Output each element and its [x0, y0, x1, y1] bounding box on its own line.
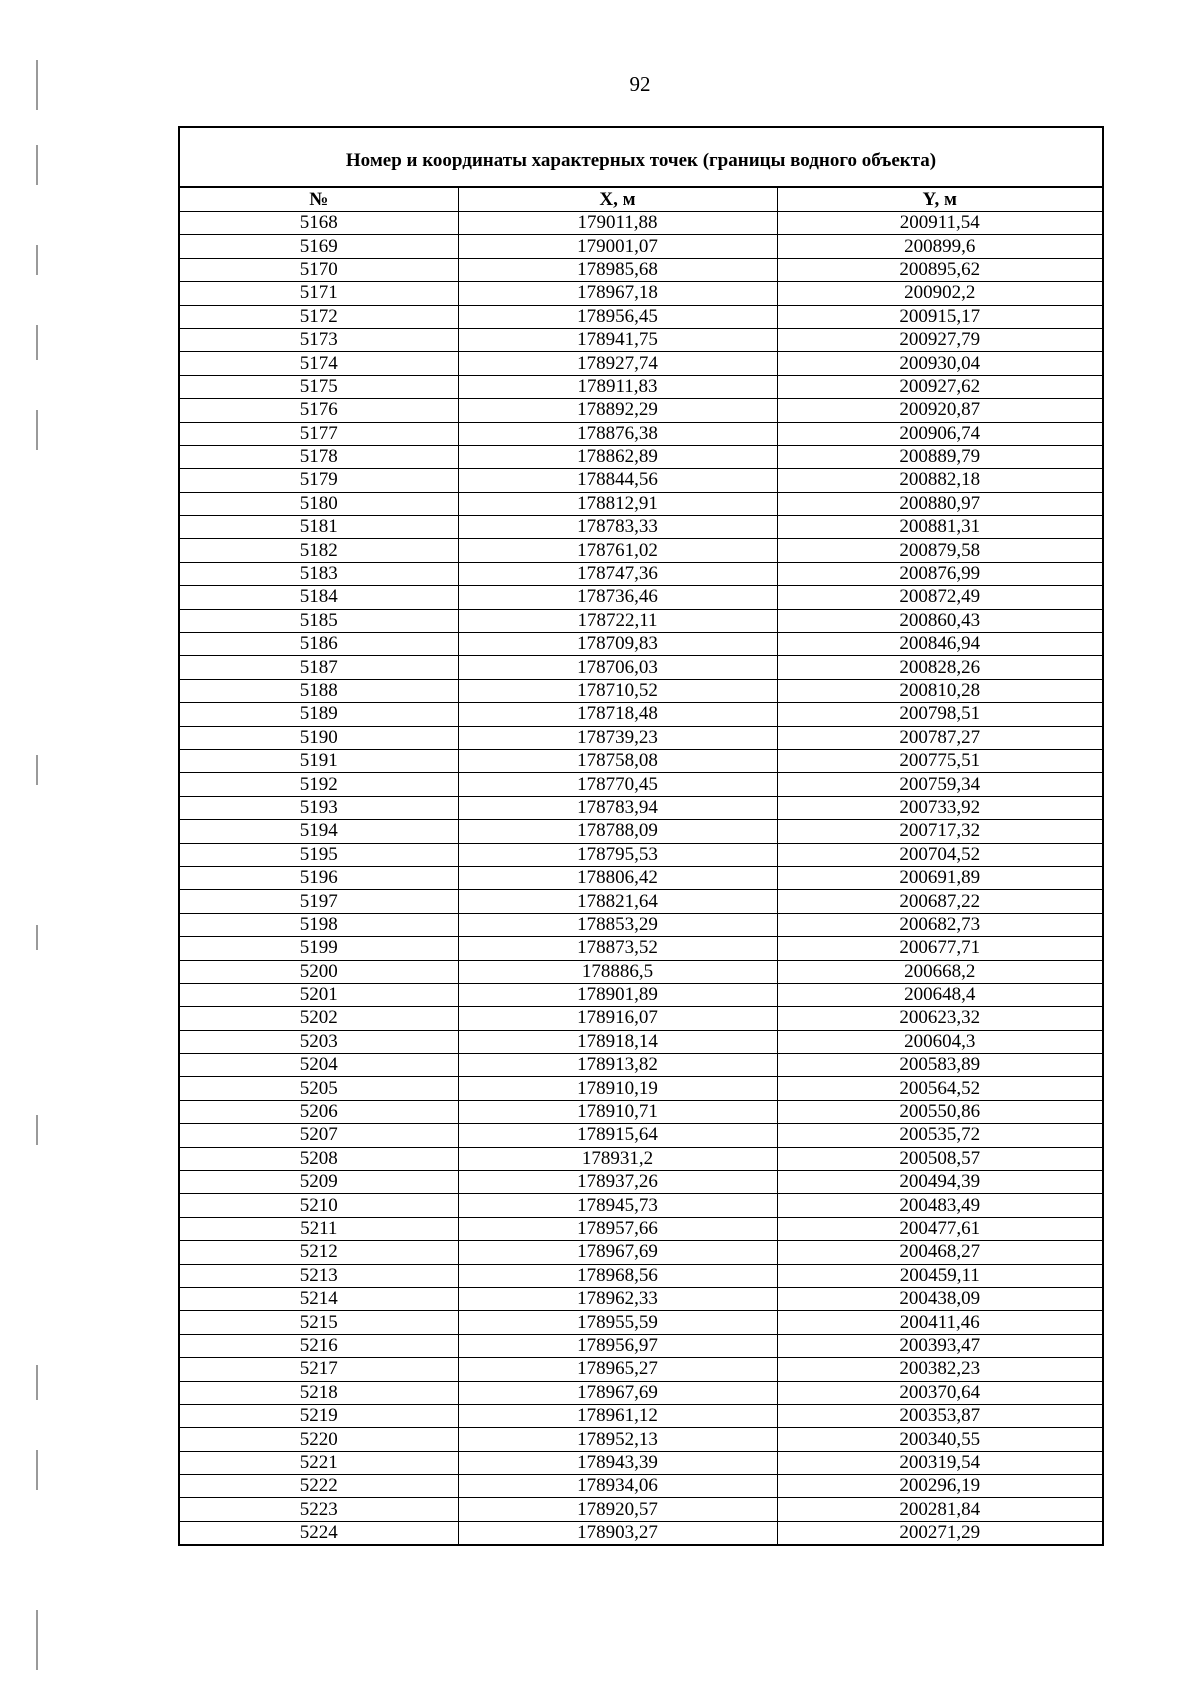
- table-row: [179, 890, 1103, 913]
- cell-y: 200787,27: [777, 726, 1103, 749]
- cell-number: 5210: [179, 1194, 458, 1217]
- cell-x: 178710,52: [458, 679, 777, 702]
- table-row: [179, 749, 1103, 772]
- table-row: [179, 703, 1103, 726]
- cell-number: 5203: [179, 1030, 458, 1053]
- table-row: [179, 258, 1103, 281]
- table-row: [179, 1381, 1103, 1404]
- table-row: [179, 1241, 1103, 1264]
- cell-x: 178955,59: [458, 1311, 777, 1334]
- table-row: [179, 1428, 1103, 1451]
- cell-x: 178956,97: [458, 1334, 777, 1357]
- cell-x: 178957,66: [458, 1217, 777, 1240]
- cell-y: 200860,43: [777, 609, 1103, 632]
- cell-x: 178770,45: [458, 773, 777, 796]
- cell-x: 178931,2: [458, 1147, 777, 1170]
- cell-y: 200583,89: [777, 1054, 1103, 1077]
- cell-y: 200648,4: [777, 983, 1103, 1006]
- cell-y: 200668,2: [777, 960, 1103, 983]
- cell-y: 200876,99: [777, 562, 1103, 585]
- cell-number: 5175: [179, 375, 458, 398]
- cell-y: 200911,54: [777, 212, 1103, 235]
- cell-y: 200889,79: [777, 445, 1103, 468]
- scan-edge-mark: [36, 925, 38, 950]
- table-row: [179, 1311, 1103, 1334]
- cell-x: 178952,13: [458, 1428, 777, 1451]
- table-row: [179, 960, 1103, 983]
- cell-y: 200828,26: [777, 656, 1103, 679]
- table-row: [179, 212, 1103, 235]
- cell-number: 5183: [179, 562, 458, 585]
- cell-number: 5212: [179, 1241, 458, 1264]
- table-row: [179, 1194, 1103, 1217]
- cell-y: 200775,51: [777, 749, 1103, 772]
- header-y: Y, м: [777, 187, 1103, 212]
- cell-y: 200687,22: [777, 890, 1103, 913]
- cell-number: 5188: [179, 679, 458, 702]
- table-row: [179, 843, 1103, 866]
- cell-x: 179011,88: [458, 212, 777, 235]
- cell-x: 178937,26: [458, 1171, 777, 1194]
- table-row: [179, 422, 1103, 445]
- cell-x: 178911,83: [458, 375, 777, 398]
- cell-x: 178967,69: [458, 1381, 777, 1404]
- table-row: [179, 773, 1103, 796]
- cell-x: 178718,48: [458, 703, 777, 726]
- cell-number: 5171: [179, 282, 458, 305]
- cell-x: 178920,57: [458, 1498, 777, 1521]
- cell-number: 5224: [179, 1521, 458, 1545]
- cell-x: 178915,64: [458, 1124, 777, 1147]
- table-row: [179, 1217, 1103, 1240]
- table-row: [179, 1287, 1103, 1310]
- cell-x: 178806,42: [458, 866, 777, 889]
- table-row: [179, 1521, 1103, 1545]
- scan-edge-mark: [36, 1365, 38, 1400]
- table-row: [179, 539, 1103, 562]
- cell-x: 178943,39: [458, 1451, 777, 1474]
- cell-y: 200494,39: [777, 1171, 1103, 1194]
- coordinates-table: [178, 126, 1104, 1546]
- cell-number: 5168: [179, 212, 458, 235]
- table-row: [179, 445, 1103, 468]
- table-row: [179, 1124, 1103, 1147]
- table-row: [179, 1147, 1103, 1170]
- table-row: [179, 305, 1103, 328]
- cell-x: 178761,02: [458, 539, 777, 562]
- table-row: [179, 1358, 1103, 1381]
- cell-x: 178985,68: [458, 258, 777, 281]
- cell-x: 178862,89: [458, 445, 777, 468]
- table-row: [179, 235, 1103, 258]
- cell-x: 178747,36: [458, 562, 777, 585]
- cell-y: 200927,79: [777, 328, 1103, 351]
- cell-number: 5202: [179, 1007, 458, 1030]
- cell-number: 5187: [179, 656, 458, 679]
- table-row: [179, 352, 1103, 375]
- cell-number: 5182: [179, 539, 458, 562]
- table-title: Номер и координаты характерных точек (границы водного объекта): [179, 127, 1103, 187]
- table-row: [179, 328, 1103, 351]
- cell-number: 5186: [179, 633, 458, 656]
- cell-number: 5179: [179, 469, 458, 492]
- cell-y: 200319,54: [777, 1451, 1103, 1474]
- table-row: [179, 1475, 1103, 1498]
- table-row: [179, 633, 1103, 656]
- table-row: [179, 1030, 1103, 1053]
- cell-x: 178934,06: [458, 1475, 777, 1498]
- cell-y: 200899,6: [777, 235, 1103, 258]
- cell-y: 200682,73: [777, 913, 1103, 936]
- cell-y: 200915,17: [777, 305, 1103, 328]
- table-row: [179, 1334, 1103, 1357]
- cell-x: 178945,73: [458, 1194, 777, 1217]
- cell-x: 178962,33: [458, 1287, 777, 1310]
- cell-number: 5199: [179, 937, 458, 960]
- cell-x: 178783,33: [458, 516, 777, 539]
- cell-x: 178956,45: [458, 305, 777, 328]
- cell-x: 178821,64: [458, 890, 777, 913]
- cell-number: 5185: [179, 609, 458, 632]
- cell-number: 5191: [179, 749, 458, 772]
- header-x: X, м: [458, 187, 777, 212]
- cell-number: 5221: [179, 1451, 458, 1474]
- scan-edge-mark: [36, 145, 38, 185]
- cell-x: 178739,23: [458, 726, 777, 749]
- cell-y: 200508,57: [777, 1147, 1103, 1170]
- cell-y: 200370,64: [777, 1381, 1103, 1404]
- cell-number: 5219: [179, 1404, 458, 1427]
- table-row: [179, 1054, 1103, 1077]
- table-row: [179, 796, 1103, 819]
- cell-number: 5211: [179, 1217, 458, 1240]
- page-number: 92: [629, 72, 651, 96]
- cell-y: 200550,86: [777, 1100, 1103, 1123]
- cell-number: 5200: [179, 960, 458, 983]
- cell-x: 178967,18: [458, 282, 777, 305]
- cell-number: 5196: [179, 866, 458, 889]
- cell-number: 5201: [179, 983, 458, 1006]
- cell-number: 5184: [179, 586, 458, 609]
- cell-x: 178844,56: [458, 469, 777, 492]
- table-row: [179, 375, 1103, 398]
- table-row: [179, 1077, 1103, 1100]
- scan-edge-mark: [36, 1610, 38, 1670]
- table-row: [179, 1100, 1103, 1123]
- table-row: [179, 516, 1103, 539]
- cell-x: 178910,71: [458, 1100, 777, 1123]
- cell-y: 200906,74: [777, 422, 1103, 445]
- cell-y: 200810,28: [777, 679, 1103, 702]
- cell-y: 200717,32: [777, 820, 1103, 843]
- cell-y: 200879,58: [777, 539, 1103, 562]
- cell-number: 5206: [179, 1100, 458, 1123]
- table-row: [179, 1404, 1103, 1427]
- scan-edge-mark: [36, 410, 38, 450]
- cell-x: 178886,5: [458, 960, 777, 983]
- cell-number: 5216: [179, 1334, 458, 1357]
- table-row: [179, 1007, 1103, 1030]
- cell-number: 5173: [179, 328, 458, 351]
- cell-number: 5177: [179, 422, 458, 445]
- cell-number: 5194: [179, 820, 458, 843]
- cell-number: 5178: [179, 445, 458, 468]
- table-body: [179, 212, 1103, 1546]
- cell-y: 200880,97: [777, 492, 1103, 515]
- cell-y: 200281,84: [777, 1498, 1103, 1521]
- cell-number: 5190: [179, 726, 458, 749]
- cell-number: 5220: [179, 1428, 458, 1451]
- cell-x: 178873,52: [458, 937, 777, 960]
- cell-x: 178968,56: [458, 1264, 777, 1287]
- cell-number: 5208: [179, 1147, 458, 1170]
- scan-edge-mark: [36, 755, 38, 785]
- cell-x: 178903,27: [458, 1521, 777, 1545]
- cell-number: 5193: [179, 796, 458, 819]
- cell-x: 178722,11: [458, 609, 777, 632]
- cell-number: 5195: [179, 843, 458, 866]
- cell-y: 200920,87: [777, 399, 1103, 422]
- cell-number: 5205: [179, 1077, 458, 1100]
- cell-y: 200411,46: [777, 1311, 1103, 1334]
- cell-y: 200382,23: [777, 1358, 1103, 1381]
- cell-number: 5207: [179, 1124, 458, 1147]
- cell-y: 200623,32: [777, 1007, 1103, 1030]
- cell-x: 178965,27: [458, 1358, 777, 1381]
- cell-y: 200704,52: [777, 843, 1103, 866]
- cell-y: 200477,61: [777, 1217, 1103, 1240]
- cell-number: 5170: [179, 258, 458, 281]
- cell-y: 200483,49: [777, 1194, 1103, 1217]
- cell-x: 178901,89: [458, 983, 777, 1006]
- cell-y: 200535,72: [777, 1124, 1103, 1147]
- cell-y: 200691,89: [777, 866, 1103, 889]
- cell-x: 178706,03: [458, 656, 777, 679]
- coordinates-sheet: [178, 126, 1102, 1546]
- table-row: [179, 820, 1103, 843]
- scan-edge-mark: [36, 245, 38, 275]
- cell-number: 5174: [179, 352, 458, 375]
- table-row: [179, 937, 1103, 960]
- scan-edge-mark: [36, 325, 38, 360]
- cell-y: 200882,18: [777, 469, 1103, 492]
- table-row: [179, 866, 1103, 889]
- cell-y: 200271,29: [777, 1521, 1103, 1545]
- cell-x: 178918,14: [458, 1030, 777, 1053]
- cell-y: 200296,19: [777, 1475, 1103, 1498]
- cell-x: 178783,94: [458, 796, 777, 819]
- cell-number: 5198: [179, 913, 458, 936]
- cell-number: 5209: [179, 1171, 458, 1194]
- cell-x: 178788,09: [458, 820, 777, 843]
- cell-x: 178916,07: [458, 1007, 777, 1030]
- cell-y: 200564,52: [777, 1077, 1103, 1100]
- cell-x: 178913,82: [458, 1054, 777, 1077]
- table-row: [179, 282, 1103, 305]
- cell-number: 5214: [179, 1287, 458, 1310]
- cell-number: 5169: [179, 235, 458, 258]
- cell-x: 178927,74: [458, 352, 777, 375]
- cell-number: 5223: [179, 1498, 458, 1521]
- cell-y: 200677,71: [777, 937, 1103, 960]
- table-row: [179, 1451, 1103, 1474]
- cell-y: 200468,27: [777, 1241, 1103, 1264]
- table-row: [179, 913, 1103, 936]
- cell-y: 200881,31: [777, 516, 1103, 539]
- table-row: [179, 1171, 1103, 1194]
- cell-number: 5176: [179, 399, 458, 422]
- cell-number: 5181: [179, 516, 458, 539]
- cell-x: 178961,12: [458, 1404, 777, 1427]
- cell-x: 178709,83: [458, 633, 777, 656]
- cell-y: 200340,55: [777, 1428, 1103, 1451]
- cell-y: 200459,11: [777, 1264, 1103, 1287]
- cell-number: 5222: [179, 1475, 458, 1498]
- scan-edge-mark: [36, 1115, 38, 1145]
- cell-y: 200872,49: [777, 586, 1103, 609]
- cell-y: 200798,51: [777, 703, 1103, 726]
- cell-x: 178758,08: [458, 749, 777, 772]
- table-row: [179, 1498, 1103, 1521]
- cell-y: 200393,47: [777, 1334, 1103, 1357]
- cell-y: 200846,94: [777, 633, 1103, 656]
- cell-x: 179001,07: [458, 235, 777, 258]
- table-row: [179, 586, 1103, 609]
- cell-number: 5192: [179, 773, 458, 796]
- cell-x: 178812,91: [458, 492, 777, 515]
- cell-x: 178892,29: [458, 399, 777, 422]
- cell-x: 178736,46: [458, 586, 777, 609]
- cell-x: 178795,53: [458, 843, 777, 866]
- cell-y: 200733,92: [777, 796, 1103, 819]
- cell-x: 178876,38: [458, 422, 777, 445]
- table-row: [179, 656, 1103, 679]
- cell-number: 5197: [179, 890, 458, 913]
- cell-x: 178941,75: [458, 328, 777, 351]
- table-row: [179, 492, 1103, 515]
- cell-y: 200927,62: [777, 375, 1103, 398]
- header-number: №: [179, 187, 458, 212]
- table-row: [179, 609, 1103, 632]
- cell-y: 200604,3: [777, 1030, 1103, 1053]
- table-row: [179, 399, 1103, 422]
- cell-y: 200930,04: [777, 352, 1103, 375]
- cell-number: 5180: [179, 492, 458, 515]
- table-row: [179, 562, 1103, 585]
- cell-number: 5218: [179, 1381, 458, 1404]
- table-row: [179, 679, 1103, 702]
- table-row: [179, 469, 1103, 492]
- table-row: [179, 983, 1103, 1006]
- cell-number: 5215: [179, 1311, 458, 1334]
- cell-x: 178967,69: [458, 1241, 777, 1264]
- cell-y: 200902,2: [777, 282, 1103, 305]
- cell-number: 5204: [179, 1054, 458, 1077]
- cell-y: 200353,87: [777, 1404, 1103, 1427]
- cell-number: 5217: [179, 1358, 458, 1381]
- table-row: [179, 1264, 1103, 1287]
- table-row: [179, 726, 1103, 749]
- cell-x: 178910,19: [458, 1077, 777, 1100]
- cell-y: 200438,09: [777, 1287, 1103, 1310]
- cell-number: 5189: [179, 703, 458, 726]
- cell-x: 178853,29: [458, 913, 777, 936]
- cell-y: 200895,62: [777, 258, 1103, 281]
- cell-y: 200759,34: [777, 773, 1103, 796]
- cell-number: 5213: [179, 1264, 458, 1287]
- cell-number: 5172: [179, 305, 458, 328]
- scan-edge-mark: [36, 1450, 38, 1490]
